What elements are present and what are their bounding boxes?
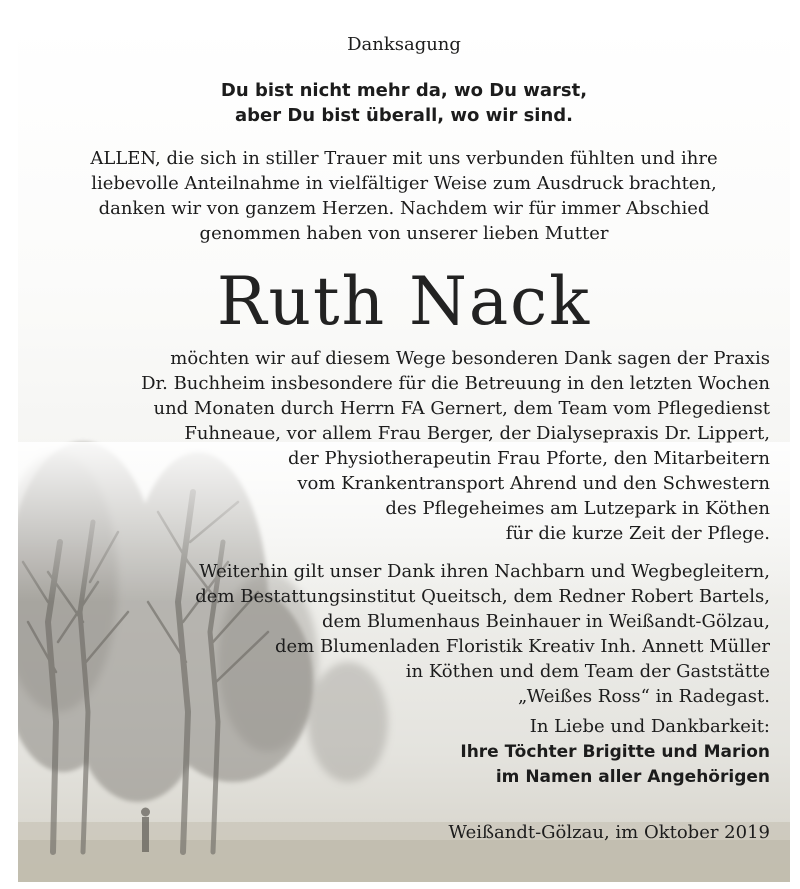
thanks-line: dem Blumenhaus Beinhauer in Weißandt-Gölzau, — [321, 611, 770, 632]
thanks-line: dem Bestattungsinstitut Queitsch, dem Redner Robert Bartels, — [195, 586, 770, 607]
thanks-line: „Weißes Ross“ in Radegast. — [518, 686, 770, 707]
thanks-line: und Monaten durch Herrn FA Gernert, dem Team vom Pflegedienst — [153, 398, 770, 419]
thanks-line: in Köthen und dem Team der Gaststätte — [405, 661, 770, 682]
intro-line: danken wir von ganzem Herzen. Nachdem wir für immer Abschied — [98, 198, 710, 219]
intro-line: genommen haben von unserer lieben Mutter — [199, 223, 609, 244]
thanks-line: dem Blumenladen Floristik Kreativ Inh. Annett Müller — [274, 636, 770, 657]
obituary-notice — [18, 22, 790, 882]
place-date: Weißandt-Gölzau, im Oktober 2019 — [448, 822, 770, 843]
thanks-line: Dr. Buchheim insbesondere für die Betreuung in den letzten Wochen — [141, 373, 770, 394]
thanks-line: Weiterhin gilt unser Dank ihren Nachbarn und Wegbegleitern, — [199, 561, 770, 582]
thanks-line: vom Krankentransport Ahrend und den Schwestern — [297, 473, 770, 494]
thanks-line: möchten wir auf diesem Wege besonderen Dank sagen der Praxis — [170, 348, 770, 369]
thanks-line: der Physiotherapeutin Frau Pforte, den Mitarbeitern — [287, 448, 770, 469]
closing-line: In Liebe und Dankbarkeit: — [529, 716, 770, 737]
heading: Danksagung — [347, 34, 461, 55]
thanks-line: des Pflegeheimes am Lutzepark in Köthen — [385, 498, 770, 519]
intro-line: liebevolle Anteilnahme in vielfältiger Weise zum Ausdruck brachten, — [91, 173, 717, 194]
motto-line: Du bist nicht mehr da, wo Du warst, — [220, 80, 588, 101]
thanks-line: für die kurze Zeit der Pflege. — [505, 523, 770, 544]
thanks-line: Fuhneaue, vor allem Frau Berger, der Dialysepraxis Dr. Lippert, — [184, 423, 770, 444]
signature-line: Ihre Töchter Brigitte und Marion — [460, 742, 770, 762]
intro-line: ALLEN, die sich in stiller Trauer mit uns verbunden fühlten und ihre — [90, 148, 718, 169]
motto-line: aber Du bist überall, wo wir sind. — [234, 105, 574, 126]
deceased-name: Ruth Nack — [216, 263, 592, 340]
signature-line: im Namen aller Angehörigen — [495, 767, 770, 787]
